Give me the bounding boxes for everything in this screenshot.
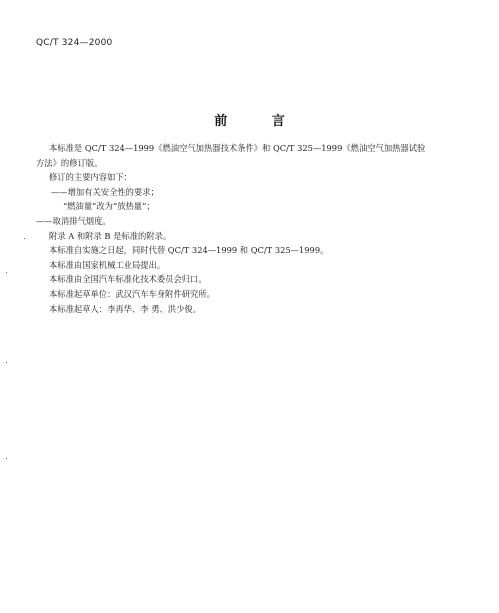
paragraph-proposed-by: 本标准由国家机械工业局提出。	[49, 259, 166, 270]
paragraph-managed-by: 本标准由全国汽车标准化技术委员会归口。	[49, 274, 207, 285]
standard-code: QC/T 324—2000	[36, 38, 113, 48]
scan-speck	[6, 362, 7, 363]
page-title: 前 言	[214, 114, 305, 129]
paragraph-revision-line2: 方法》的修订版。	[36, 157, 103, 168]
paragraph-replaces: 本标准自实施之日起，同时代替 QC/T 324—1999 和 QC/T 325—1999。	[49, 245, 329, 256]
list-item-safety: ——增加有关安全性的要求；	[51, 186, 159, 197]
list-item-smoke: ——取消排气烟度。	[36, 215, 111, 226]
foreword-body	[36, 141, 466, 316]
paragraph-drafters: 本标准起草人：李再华、李 勇、洪少俊。	[49, 303, 201, 314]
scan-speck	[6, 272, 7, 273]
paragraph-revision-line1: 本标准是 QC/T 324—1999《燃油空气加热器技术条件》和 QC/T 325—1999《燃油空气加热器试验	[49, 143, 426, 153]
scan-speck	[6, 458, 7, 459]
paragraph-appendix: 附录 A 和附录 B 是标准的附录。	[49, 230, 172, 241]
paragraph-main-changes: 修订的主要内容如下：	[49, 172, 132, 183]
scan-speck	[24, 238, 25, 239]
paragraph-drafting-unit: 本标准起草单位：武汉汽车车身附件研究所。	[49, 288, 215, 299]
list-item-heat-output: “燃油量”改为“放热量”；	[63, 201, 155, 212]
